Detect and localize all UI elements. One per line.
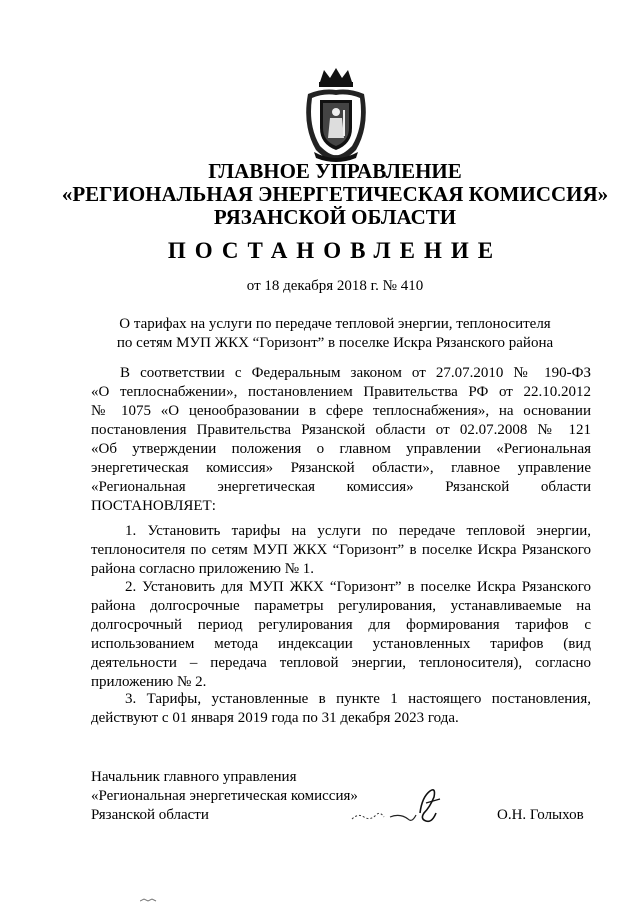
- item-3-line: 3. Тарифы, установленные в пункте 1 настоящего постановления,: [125, 691, 591, 707]
- item-2-line: использованием метода индексации установленных тарифов (вид: [91, 636, 591, 652]
- org-name-line-3: РЯЗАНСКОЙ ОБЛАСТИ: [213, 205, 457, 229]
- org-name-line-2: «РЕГИОНАЛЬНАЯ ЭНЕРГЕТИЧЕСКАЯ КОМИССИЯ»: [61, 182, 609, 206]
- item-3-line: действуют с 01 января 2019 года по 31 декабря 2023 года.: [91, 710, 459, 726]
- scan-mark: [140, 897, 170, 903]
- preamble-line: энергетическая комиссия» Рязанской области», главное управление: [91, 460, 591, 476]
- signer-position-line-3: Рязанской области: [91, 807, 209, 823]
- coat-of-arms-icon: [298, 66, 374, 164]
- item-1-line: 1. Установить тарифы на услуги по передаче тепловой энергии,: [125, 523, 591, 539]
- preamble-line: постановления Правительства Рязанской области от 02.07.2008 № 121: [91, 422, 591, 438]
- item-2-line: приложению № 2.: [91, 674, 207, 690]
- preamble-line: «Региональная энергетическая комиссия» Рязанской области: [91, 479, 591, 495]
- subject-line-1: О тарифах на услуги по передаче тепловой энергии, теплоносителя: [119, 316, 551, 332]
- org-name-line-1: ГЛАВНОЕ УПРАВЛЕНИЕ: [208, 159, 462, 183]
- document-type-title: ПОСТАНОВЛЕНИЕ: [167, 238, 503, 263]
- handwritten-signature: [350, 783, 445, 828]
- item-2-line: района долгосрочные параметры регулирования, устанавливаемые на: [91, 598, 591, 614]
- item-2-line: долгосрочный период регулирования для формирования тарифов с: [91, 617, 591, 633]
- preamble-resolves: ПОСТАНОВЛЯЕТ:: [91, 498, 216, 514]
- item-1-line: района согласно приложению № 1.: [91, 561, 315, 577]
- signer-position-line-2: «Региональная энергетическая комиссия»: [91, 788, 358, 804]
- preamble-line: «О теплоснабжении», постановлением Правительства РФ от 22.10.2012: [91, 384, 591, 400]
- signer-position-line-1: Начальник главного управления: [91, 769, 297, 785]
- preamble-line: «Об утверждении положения о главном управлении «Региональная: [91, 441, 591, 457]
- document-date-number: от 18 декабря 2018 г. № 410: [246, 278, 424, 294]
- subject-line-2: по сетям МУП ЖКХ “Горизонт” в поселке Искра Рязанского района: [116, 335, 554, 351]
- preamble-line: № 1075 «О ценообразовании в сфере теплоснабжения», на основании: [91, 403, 591, 419]
- item-2-line: деятельности – передача тепловой энергии, теплоносителя), согласно: [91, 655, 591, 671]
- item-2-line: 2. Установить для МУП ЖКХ “Горизонт” в поселке Искра Рязанского: [125, 579, 591, 595]
- item-1-line: теплоносителя по сетям МУП ЖКХ “Горизонт” в поселке Искра Рязанского: [91, 542, 591, 558]
- preamble-line: В соответствии с Федеральным законом от 27.07.2010 № 190-ФЗ: [120, 365, 591, 381]
- signer-name: О.Н. Голыхов: [497, 807, 584, 823]
